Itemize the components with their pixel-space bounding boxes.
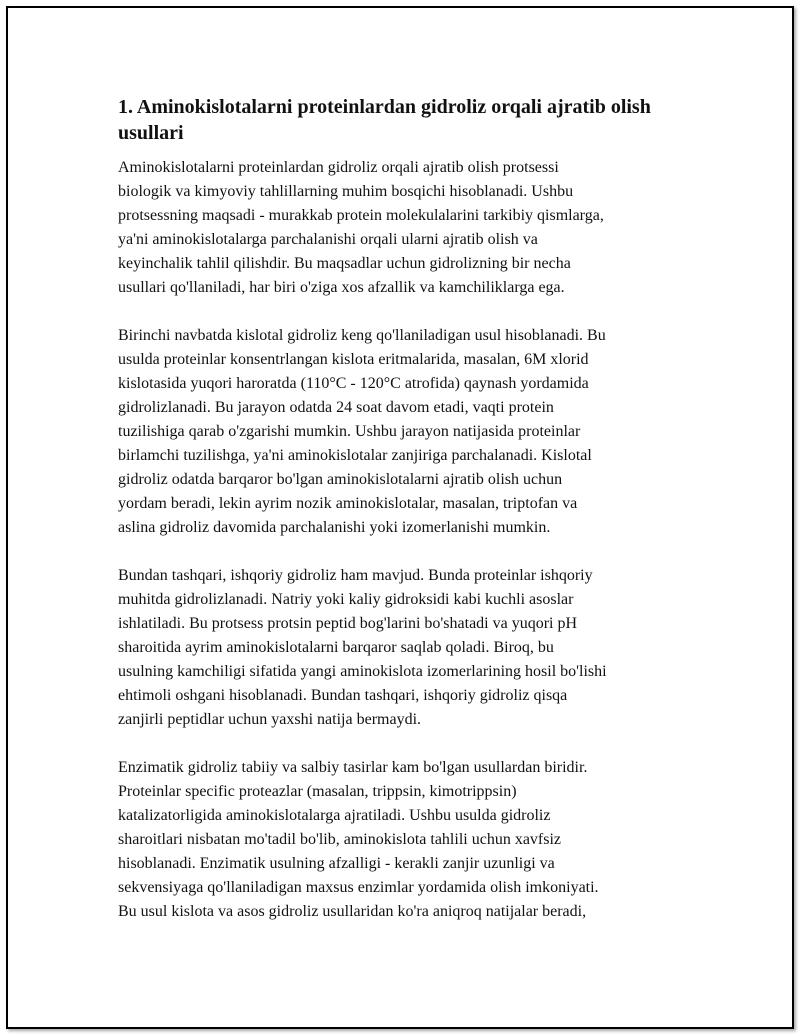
section-heading: 1. Aminokislotalarni proteinlardan gidroliz orqali ajratib olish usullari	[118, 96, 651, 144]
paragraph-3: Bundan tashqari, ishqoriy gidroliz ham mavjud. Bunda proteinlar ishqoriy muhitda gidrolizlanadi. Natriy yoki kaliy gidroksidi kabi kuchli asoslar ishlatiladi. Bu protsess protsin peptid bog'larini bo'shatadi va yuqori pH sharoitida ayrim aminokislotalarni barqaror saqlab qoladi. Biroq, bu usulning kamchiligi sifatida yangi aminokislota izomerlarining hosil bo'lishi ehtimoli oshgani hisoblanadi. Bundan tashqari, ishqoriy gidroliz qisqa zanjirli peptidlar uchun yaxshi natija bermaydi.	[118, 567, 607, 728]
paragraph-1: Aminokislotalarni proteinlardan gidroliz orqali ajratib olish protsessi biologik va kimyoviy tahlillarning muhim bosqichi hisoblanadi. Ushbu protsessning maqsadi - murakkab protein molekulalarini tarkibiy qismlarga, ya'ni aminokislotalarga parchalanishi orqali ularni ajratib olish va keyinchalik tahlil qilishdir. Bu maqsadlar uchun gidrolizning bir necha usullari qo'llaniladi, har biri o'ziga xos afzallik va kamchiliklarga ega.	[118, 159, 604, 296]
document-body	[118, 94, 688, 948]
paragraph-4: Enzimatik gidroliz tabiiy va salbiy tasirlar kam bo'lgan usullardan biridir. Proteinlar specific proteazlar (masalan, trippsin, kimotrippsin) katalizatorligida aminokislotalarga ajratiladi. Ushbu usulda gidroliz sharoitlari nisbatan mo'tadil bo'lib, aminokislota tahlili uchun xavfsiz hisoblanadi. Enzimatik usulning afzalligi - kerakli zanjir uzunligi va sekvensiyaga qo'llaniladigan maxsus enzimlar yordamida olish imkoniyati. Bu usul kislota va asos gidroliz usullaridan ko'ra aniqroq natijalar beradi,	[118, 759, 599, 920]
paragraph-2: Birinchi navbatda kislotal gidroliz keng qo'llaniladigan usul hisoblanadi. Bu usulda proteinlar konsentrlangan kislota eritmalarida, masalan, 6M xlorid kislotasida yuqori haroratda (110°C - 120°C atrofida) qaynash yordamida gidrolizlanadi. Bu jarayon odatda 24 soat davom etadi, vaqti protein tuzilishiga qarab o'zgarishi mumkin. Ushbu jarayon natijasida proteinlar birlamchi tuzilishga, ya'ni aminokislotalar zanjiriga parchalanadi. Kislotal gidroliz odatda barqaror bo'lgan aminokislotalarni ajratib olish uchun yordam beradi, lekin ayrim nozik aminokislotalar, masalan, triptofan va aslina gidroliz davomida parchalanishi yoki izomerlanishi mumkin.	[118, 327, 606, 536]
